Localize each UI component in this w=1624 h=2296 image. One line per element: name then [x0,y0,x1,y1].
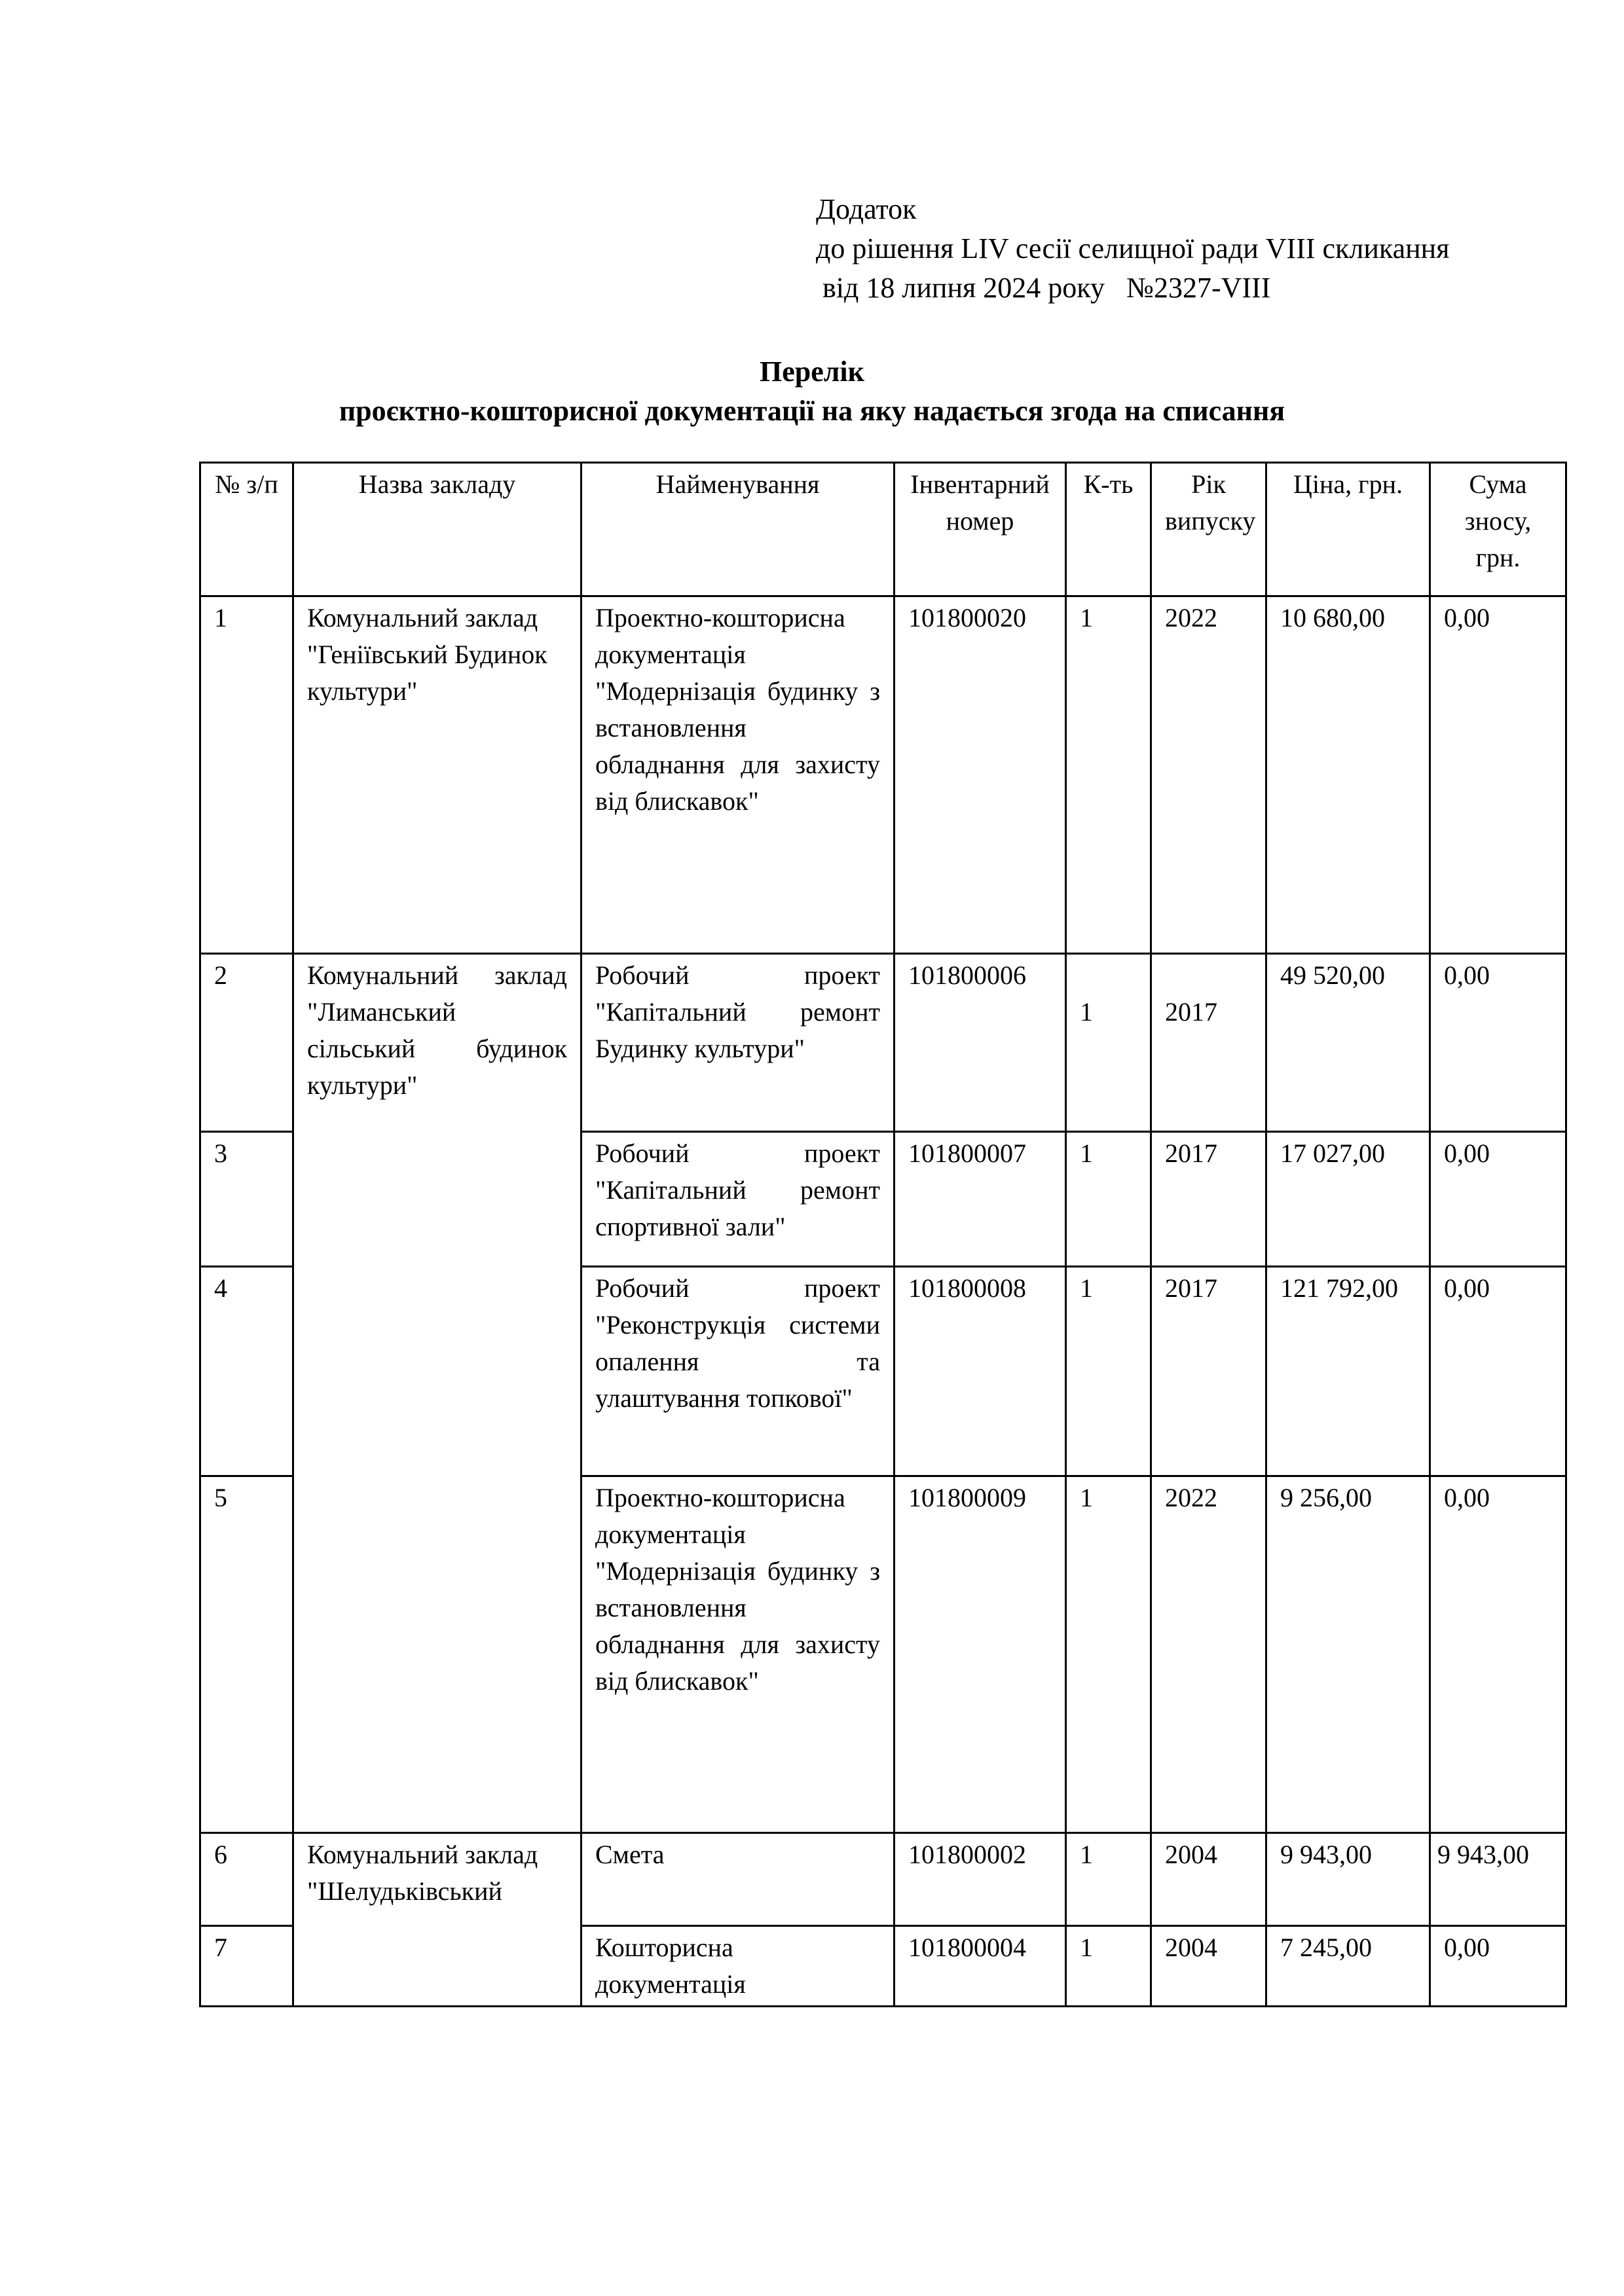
year: 2004 [1151,1926,1266,2007]
depreciation: 0,00 [1430,954,1566,1132]
addendum-block [816,190,1449,308]
quantity: 1 [1066,954,1151,1132]
header-year: Рік випуску [1151,463,1266,596]
price: 9 943,00 [1266,1833,1430,1926]
depreciation: 0,00 [1430,1476,1566,1833]
inventory-number: 101800002 [895,1833,1066,1926]
header-name: Найменування [581,463,895,596]
institution-cell: Комунальний заклад "Шелудьківський [293,1833,581,2007]
title-line-1: Перелік [759,355,864,388]
row-no: 6 [200,1833,293,1926]
quantity: 1 [1066,596,1151,954]
year: 2022 [1151,596,1266,954]
depreciation: 0,00 [1430,1132,1566,1267]
header-depreciation: Сума зносу, грн. [1430,463,1566,596]
inventory-number: 101800008 [895,1267,1066,1476]
item-name: Смета [581,1833,895,1926]
header-qty: К-ть [1066,463,1151,596]
addendum-decision: до рішення LIV сесії селищної ради VIII скликання [816,232,1450,264]
table-row [200,596,1566,954]
row-no: 2 [200,954,293,1132]
inventory-number: 101800006 [895,954,1066,1132]
year: 2022 [1151,1476,1266,1833]
depreciation: 0,00 [1430,596,1566,954]
item-name: Робочий проект "Капітальний ремонт Будинку культури" [581,954,895,1132]
row-no: 4 [200,1267,293,1476]
depreciation: 9 943,00 [1430,1833,1566,1926]
year: 2004 [1151,1833,1266,1926]
quantity: 1 [1066,1926,1151,2007]
depreciation: 0,00 [1430,1267,1566,1476]
row-no: 7 [200,1926,293,2007]
row-no: 3 [200,1132,293,1267]
title-line-2: проєктно-кошторисної документації на яку надається згода на списання [339,395,1285,427]
quantity: 1 [1066,1132,1151,1267]
header-no: № з/п [200,463,293,596]
item-name: Робочий проект "Капітальний ремонт спортивної зали" [581,1132,895,1267]
header-inventory: Інвентарний номер [895,463,1066,596]
writeoff-table [199,462,1567,2007]
item-name: Кошторисна документація [581,1926,895,2007]
document-title [0,352,1624,431]
table-header-row [200,463,1566,596]
price: 9 256,00 [1266,1476,1430,1833]
price: 10 680,00 [1266,596,1430,954]
year: 2017 [1151,1267,1266,1476]
year: 2017 [1151,954,1266,1132]
row-no: 1 [200,596,293,954]
inventory-number: 101800004 [895,1926,1066,2007]
item-name: Робочий проект "Реконструкція системи опалення та улаштування топкової" [581,1267,895,1476]
table-row [200,1833,1566,1926]
inventory-number: 101800007 [895,1132,1066,1267]
item-name: Проектно-кошторисна документація "Модернізація будинку з встановлення обладнання для захисту від блискавок" [581,596,895,954]
year: 2017 [1151,1132,1266,1267]
quantity: 1 [1066,1833,1151,1926]
price: 49 520,00 [1266,954,1430,1132]
institution-cell: Комунальний заклад "Лиманський сільський будинок культури" [293,954,581,1833]
price: 17 027,00 [1266,1132,1430,1267]
addendum-date-number: від 18 липня 2024 року №2327-VIII [822,272,1271,304]
quantity: 1 [1066,1476,1151,1833]
inventory-number: 101800020 [895,596,1066,954]
row-no: 5 [200,1476,293,1833]
addendum-title: Додаток [816,193,917,225]
header-institution: Назва закладу [293,463,581,596]
institution-cell: Комунальний заклад "Геніївський Будинок культури" [293,596,581,954]
header-price: Ціна, грн. [1266,463,1430,596]
depreciation: 0,00 [1430,1926,1566,2007]
price: 121 792,00 [1266,1267,1430,1476]
quantity: 1 [1066,1267,1151,1476]
inventory-number: 101800009 [895,1476,1066,1833]
item-name: Проектно-кошторисна документація "Модернізація будинку з встановлення обладнання для захисту від блискавок" [581,1476,895,1833]
table-row [200,954,1566,1132]
price: 7 245,00 [1266,1926,1430,2007]
